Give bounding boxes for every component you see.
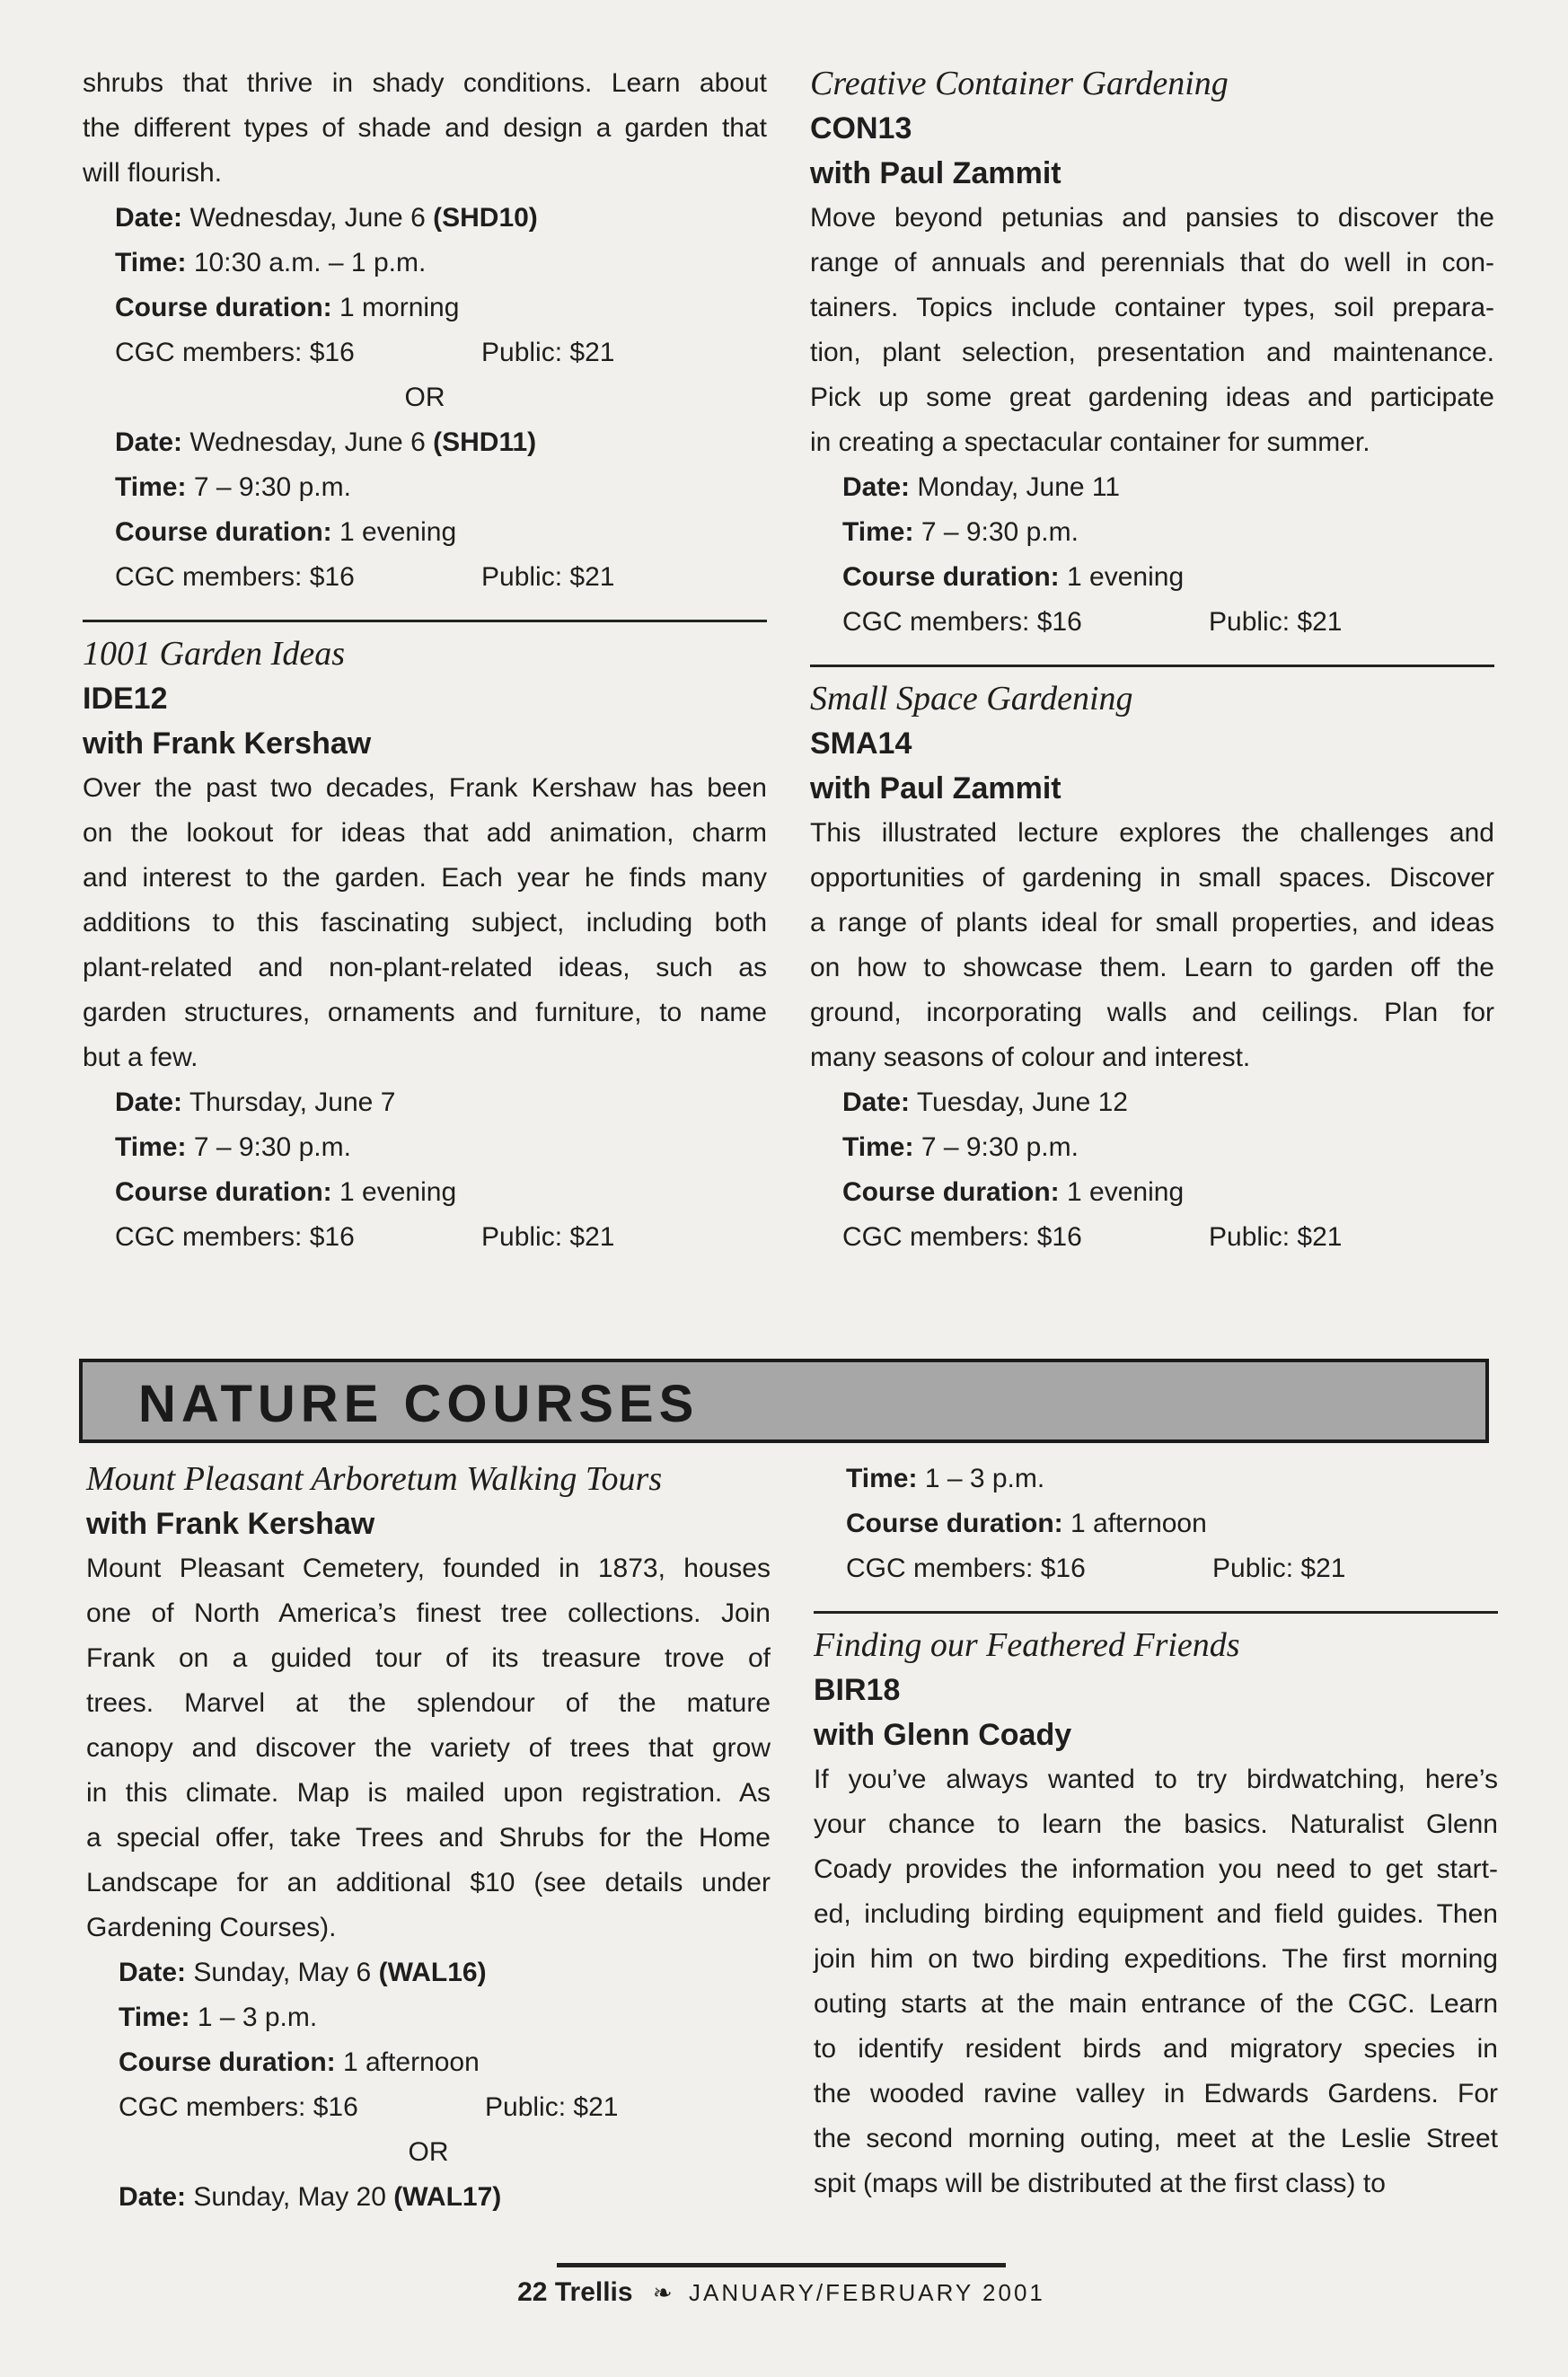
public-price: Public: $21 — [481, 1222, 615, 1252]
body-text-line: trees. Marvel at the splendour of the mature — [86, 1688, 771, 1718]
course-date: Tuesday, June 12 — [916, 1087, 1128, 1117]
duration-label: Course duration: — [842, 1177, 1060, 1207]
left-column-top — [83, 61, 767, 1260]
body-text-line: will flourish. — [83, 158, 223, 188]
walking-course-info — [86, 1950, 771, 2220]
body-text-line: If you’ve always wanted to try birdwatching, here’s — [814, 1765, 1498, 1794]
course-duration: 1 evening — [1067, 1177, 1185, 1207]
body-text-line: a range of plants ideal for small properties, and ideas — [810, 908, 1494, 938]
body-text-line: garden structures, ornaments and furniture, to name — [83, 998, 767, 1027]
body-text-line: many seasons of colour and interest. — [810, 1043, 1251, 1072]
body-text-line: ed, including birding equipment and field guides. Then — [814, 1899, 1498, 1929]
body-text-line: tion, plant selection, presentation and maintenance. — [810, 338, 1494, 367]
course-time: 7 – 9:30 p.m. — [921, 517, 1079, 547]
course-duration: 1 evening — [339, 517, 457, 547]
body-text-line: and interest to the garden. Each year he finds many — [83, 863, 767, 893]
leaf-icon: ❧ — [652, 2279, 673, 2306]
section-divider — [83, 620, 767, 622]
body-text-line: the wooded ravine valley in Edwards Gardens. For — [814, 2079, 1498, 2108]
course-duration: 1 afternoon — [1070, 1509, 1207, 1538]
left-column-bottom — [86, 1457, 771, 2220]
course-instructor: with Frank Kershaw — [83, 726, 372, 761]
time-label: Time: — [115, 248, 187, 277]
time-label: Time: — [115, 1132, 187, 1162]
ideas-course-body — [83, 766, 767, 1080]
course-date: Thursday, June 7 — [189, 1087, 396, 1117]
members-price: CGC members: $16 — [115, 338, 355, 367]
members-price: CGC members: $16 — [115, 562, 355, 592]
time-label: Time: — [115, 472, 187, 502]
walking-course-info-continued — [814, 1457, 1498, 1591]
body-text-line: Frank on a guided tour of its treasure trove of — [86, 1643, 771, 1673]
container-course-info — [810, 465, 1494, 645]
members-price: CGC members: $16 — [115, 1222, 355, 1252]
members-price: CGC members: $16 — [119, 2092, 358, 2122]
walking-course-body — [86, 1546, 771, 1950]
course-code: SMA14 — [810, 726, 912, 761]
course-title: 1001 Garden Ideas — [83, 635, 345, 673]
body-text-line: Pick up some great gardening ideas and participate — [810, 383, 1494, 412]
body-text-line: outing starts at the main entrance of the CGC. Learn — [814, 1989, 1498, 2019]
right-column-top — [810, 61, 1494, 1260]
body-text-line: your chance to learn the basics. Naturalist Glenn — [814, 1809, 1498, 1839]
right-column-bottom — [814, 1457, 1498, 2206]
section-divider — [810, 665, 1494, 667]
ideas-course-info — [83, 1080, 767, 1260]
time-label: Time: — [846, 1464, 918, 1493]
course-title: Creative Container Gardening — [810, 65, 1229, 102]
body-text-line: ground, incorporating walls and ceilings. Plan for — [810, 998, 1494, 1027]
body-text-line: This illustrated lecture explores the challenges and — [810, 818, 1494, 848]
date-label: Date: — [115, 203, 183, 233]
page-footer — [494, 2263, 1069, 2317]
course-code: CON13 — [810, 111, 912, 145]
course-code: (WAL16) — [378, 1958, 487, 1987]
body-text-line: Move beyond petunias and pansies to discover the — [810, 203, 1494, 233]
body-text-line: shrubs that thrive in shady conditions. Learn about — [83, 68, 767, 98]
course-title: Small Space Gardening — [810, 680, 1133, 718]
body-text-line: on how to showcase them. Learn to garden off the — [810, 953, 1494, 982]
date-label: Date: — [115, 427, 183, 457]
course-time: 7 – 9:30 p.m. — [193, 1132, 351, 1162]
body-text-line: additions to this fascinating subject, including both — [83, 908, 767, 938]
course-instructor: with Paul Zammit — [810, 156, 1061, 190]
body-text-line: one of North America’s finest tree collections. Join — [86, 1598, 771, 1628]
duration-label: Course duration: — [115, 517, 332, 547]
issue-date: JANUARY/FEBRUARY 2001 — [689, 2279, 1045, 2306]
course-duration: 1 evening — [1067, 562, 1185, 592]
body-text-line: but a few. — [83, 1043, 198, 1072]
public-price: Public: $21 — [1212, 1554, 1346, 1583]
body-text-line: the second morning outing, meet at the Leslie Street — [814, 2124, 1498, 2153]
members-price: CGC members: $16 — [842, 1222, 1082, 1252]
public-price: Public: $21 — [1209, 1222, 1343, 1252]
members-price: CGC members: $16 — [846, 1554, 1086, 1583]
body-text-line: tainers. Topics include container types, soil prepara- — [810, 293, 1494, 322]
body-text-line: canopy and discover the variety of trees that grow — [86, 1733, 771, 1763]
duration-label: Course duration: — [842, 562, 1060, 592]
course-duration: 1 evening — [339, 1177, 457, 1207]
course-title: Finding our Feathered Friends — [814, 1626, 1240, 1664]
course-instructor: with Frank Kershaw — [86, 1507, 375, 1541]
course-date: Sunday, May 6 — [193, 1958, 372, 1987]
course-time: 1 – 3 p.m. — [924, 1464, 1045, 1493]
course-code: IDE12 — [83, 682, 168, 716]
or-separator: OR — [408, 2137, 449, 2167]
body-text-line: Mount Pleasant Cemetery, founded in 1873, houses — [86, 1554, 771, 1583]
duration-label: Course duration: — [115, 293, 332, 322]
body-text-line: Over the past two decades, Frank Kershaw has been — [83, 773, 767, 803]
date-label: Date: — [115, 1087, 183, 1117]
course-date: Wednesday, June 6 — [189, 203, 426, 233]
course-code: (SHD11) — [433, 427, 537, 457]
course-time: 7 – 9:30 p.m. — [193, 472, 351, 502]
body-text-line: on the lookout for ideas that add animation, charm — [83, 818, 767, 848]
body-text-line: to identify resident birds and migratory species in — [814, 2034, 1498, 2064]
date-label: Date: — [842, 472, 911, 502]
course-date: Wednesday, June 6 — [189, 427, 426, 457]
course-instructor: with Glenn Coady — [814, 1718, 1072, 1752]
page-number: 22 — [517, 2277, 548, 2307]
section-divider — [814, 1611, 1498, 1614]
footer-rule — [557, 2263, 1006, 2267]
course-date: Sunday, May 20 — [193, 2182, 386, 2212]
body-text-line: the different types of shade and design a garden that — [83, 113, 767, 143]
body-text-line: plant-related and non-plant-related ideas, such as — [83, 953, 767, 982]
duration-label: Course duration: — [115, 1177, 332, 1207]
shade-course-info — [83, 196, 767, 600]
time-label: Time: — [842, 1132, 914, 1162]
duration-label: Course duration: — [119, 2047, 336, 2077]
body-text-line: opportunities of gardening in small spaces. Discover — [810, 863, 1494, 893]
body-text-line: Landscape for an additional $10 (see details under — [86, 1868, 771, 1897]
time-label: Time: — [119, 2003, 190, 2032]
body-text-line: Gardening Courses). — [86, 1913, 337, 1942]
course-title: Mount Pleasant Arboretum Walking Tours — [86, 1460, 663, 1498]
section-banner — [79, 1359, 1489, 1443]
course-time: 1 – 3 p.m. — [197, 2003, 318, 2032]
body-text-line: join him on two birding expeditions. The first morning — [814, 1944, 1498, 1974]
shade-course-body — [83, 61, 767, 196]
course-time: 7 – 9:30 p.m. — [921, 1132, 1079, 1162]
body-text-line: Coady provides the information you need to get start- — [814, 1854, 1498, 1884]
public-price: Public: $21 — [481, 338, 615, 367]
course-duration: 1 afternoon — [343, 2047, 480, 2077]
course-instructor: with Paul Zammit — [810, 771, 1061, 806]
course-code: BIR18 — [814, 1673, 901, 1707]
duration-label: Course duration: — [846, 1509, 1063, 1538]
body-text-line: in creating a spectacular container for summer. — [810, 427, 1370, 457]
course-code: (WAL17) — [393, 2182, 502, 2212]
date-label: Date: — [842, 1087, 911, 1117]
body-text-line: spit (maps will be distributed at the first class) to — [814, 2169, 1386, 2198]
public-price: Public: $21 — [485, 2092, 619, 2122]
small-course-info — [810, 1080, 1494, 1260]
members-price: CGC members: $16 — [842, 607, 1082, 637]
body-text-line: range of annuals and perennials that do well in con- — [810, 248, 1494, 277]
public-price: Public: $21 — [1209, 607, 1343, 637]
birds-course-body — [814, 1757, 1498, 2206]
date-label: Date: — [119, 2182, 187, 2212]
date-label: Date: — [119, 1958, 187, 1987]
time-label: Time: — [842, 517, 914, 547]
course-duration: 1 morning — [339, 293, 460, 322]
container-course-body — [810, 196, 1494, 465]
course-code: (SHD10) — [433, 203, 538, 233]
public-price: Public: $21 — [481, 562, 615, 592]
body-text-line: a special offer, take Trees and Shrubs for the Home — [86, 1823, 771, 1853]
course-date: Monday, June 11 — [917, 472, 1121, 502]
section-banner-title: NATURE COURSES — [138, 1375, 700, 1433]
body-text-line: in this climate. Map is mailed upon registration. As — [86, 1778, 771, 1808]
course-time: 10:30 a.m. – 1 p.m. — [193, 248, 427, 277]
or-separator: OR — [404, 383, 445, 412]
small-course-body — [810, 811, 1494, 1080]
magazine-name: Trellis — [554, 2277, 633, 2307]
